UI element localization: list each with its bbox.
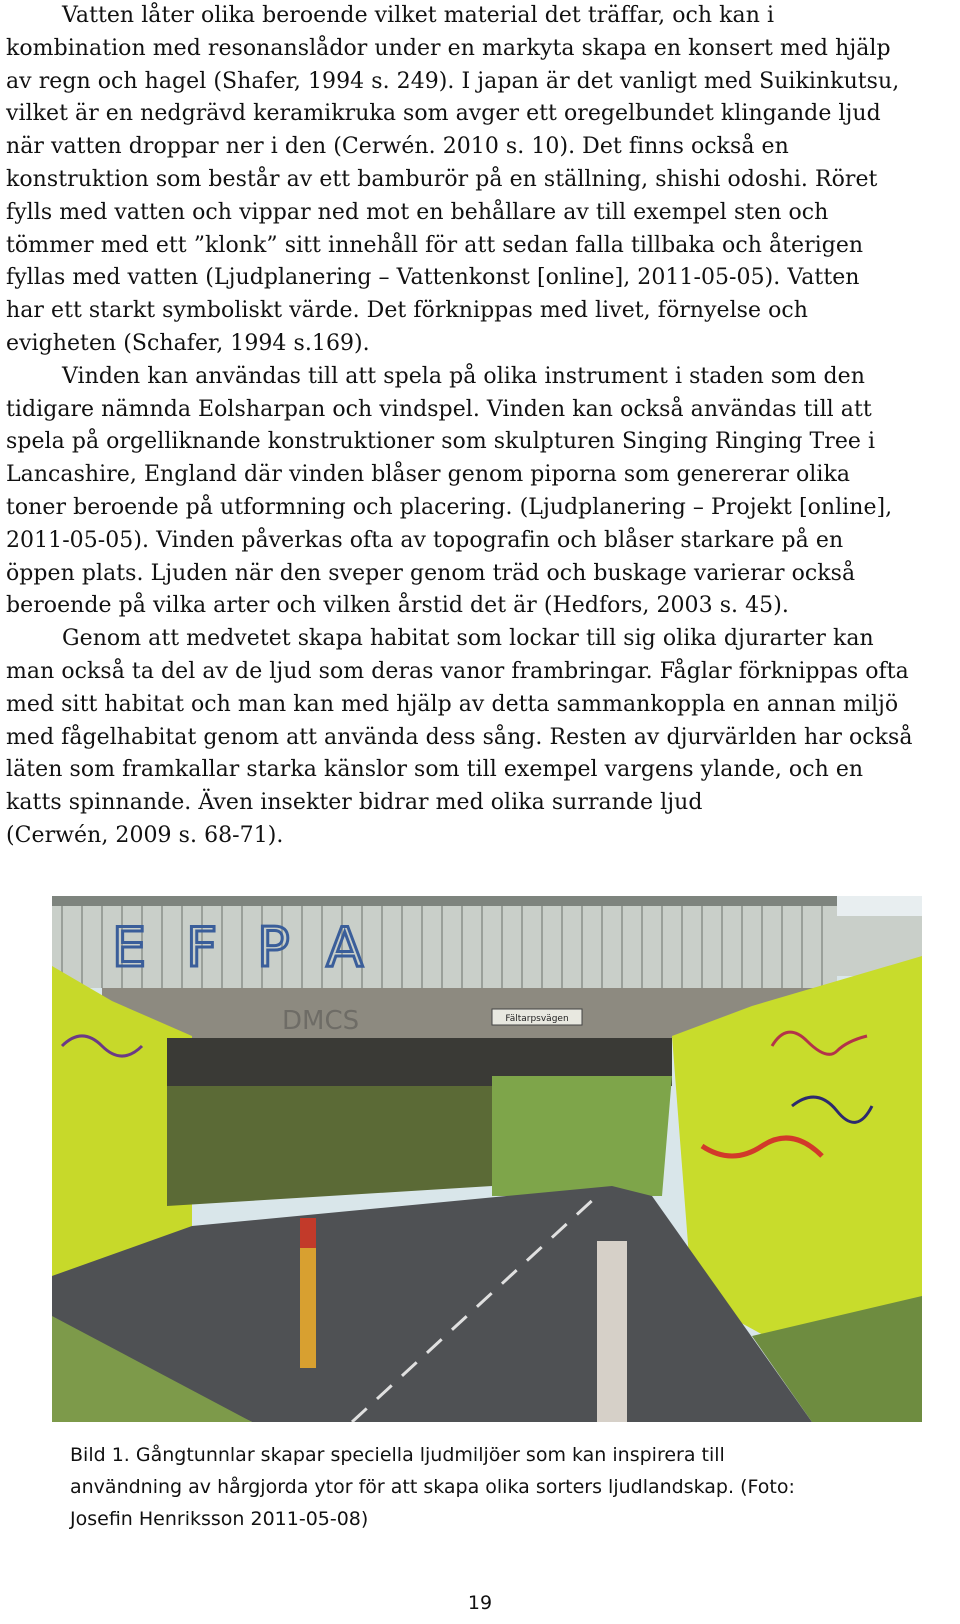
text-line: 2011-05-05). Vinden påverkas ofta av topografin och blåser starkare på en <box>6 527 844 553</box>
text-line: öppen plats. Ljuden när den sveper genom träd och buskage varierar också <box>6 560 856 586</box>
graffiti-top: EFPA <box>112 916 404 979</box>
text-line: katts spinnande. Även insekter bidrar med olika surrande ljud <box>6 790 703 816</box>
text-line: konstruktion som består av ett bamburör på en ställning, shishi odoshi. Röret <box>6 166 878 192</box>
caption-line: Bild 1. Gångtunnlar skapar speciella ljudmiljöer som kan inspirera till <box>70 1444 725 1466</box>
text-line: spela på orgelliknande konstruktioner som skulpturen Singing Ringing Tree i <box>6 429 876 455</box>
paragraph-habitat <box>6 623 950 853</box>
text-line: tömmer med ett ”klonk” sitt innehåll för att sedan falla tillbaka och återigen <box>6 232 864 258</box>
text-line: av regn och hagel (Shafer, 1994 s. 249). I japan är det vanligt med Suikinkutsu, <box>6 68 900 94</box>
text-line: med fågelhabitat genom att använda dess sång. Resten av djurvärlden har också <box>6 724 913 750</box>
paragraph-water <box>6 0 950 361</box>
text-line: man också ta del av de ljud som deras vanor frambringar. Fåglar förknippas ofta <box>6 658 909 684</box>
street-sign-text: Fältarpsvägen <box>505 1014 569 1024</box>
text-line: Vinden kan användas till att spela på olika instrument i staden som den <box>62 363 865 389</box>
caption-line: Josefin Henriksson 2011-05-08) <box>70 1508 369 1530</box>
page-number: 19 <box>467 1592 493 1614</box>
figure-caption <box>70 1439 890 1535</box>
body-text <box>6 0 950 853</box>
text-line: med sitt habitat och man kan med hjälp av detta sammankoppla en annan miljö <box>6 691 899 717</box>
text-line: Genom att medvetet skapa habitat som lockar till sig olika djurarter kan <box>62 626 874 652</box>
text-line: när vatten droppar ner i den (Cerwén. 2010 s. 10). Det finns också en <box>6 134 789 160</box>
text-line: fyllas med vatten (Ljudplanering – Vattenkonst [online], 2011-05-05). Vatten <box>6 265 860 291</box>
text-line: har ett starkt symboliskt värde. Det förknippas med livet, förnyelse och <box>6 298 809 324</box>
text-line: tidigare nämnda Eolsharpan och vindspel. Vinden kan också användas till att <box>6 396 872 422</box>
graffiti-beam: DMCS <box>282 1006 360 1036</box>
text-line: fylls med vatten och vippar ned mot en behållare av till exempel sten och <box>6 199 829 225</box>
text-line: läten som framkallar starka känslor som till exempel vargens ylande, och en <box>6 757 864 783</box>
text-line: Lancashire, England där vinden blåser genom piporna som genererar olika <box>6 462 851 488</box>
text-line: (Cerwén, 2009 s. 68-71). <box>6 822 284 848</box>
text-line: vilket är en nedgrävd keramikruka som avger ett oregelbundet klingande ljud <box>6 101 881 127</box>
text-line: beroende på vilka arter och vilken årstid det är (Hedfors, 2003 s. 45). <box>6 593 789 619</box>
text-line: kombination med resonanslådor under en markyta skapa en konsert med hjälp <box>6 35 891 61</box>
tunnel-illustration <box>52 896 922 1422</box>
text-line: Vatten låter olika beroende vilket material det träffar, och kan i <box>62 3 775 28</box>
tunnel-exit-trees <box>492 1076 672 1196</box>
text-line: evigheten (Schafer, 1994 s.169). <box>6 330 370 356</box>
tunnel-inner-wall <box>167 1086 492 1206</box>
text-line: toner beroende på utformning och placering. (Ljudplanering – Projekt [online], <box>6 494 893 520</box>
paragraph-wind <box>6 361 950 623</box>
tunnel-photo <box>52 896 922 1422</box>
bollard-right <box>597 1241 627 1422</box>
caption-line: användning av hårgjorda ytor för att skapa olika sorters ljudlandskap. (Foto: <box>70 1476 795 1498</box>
